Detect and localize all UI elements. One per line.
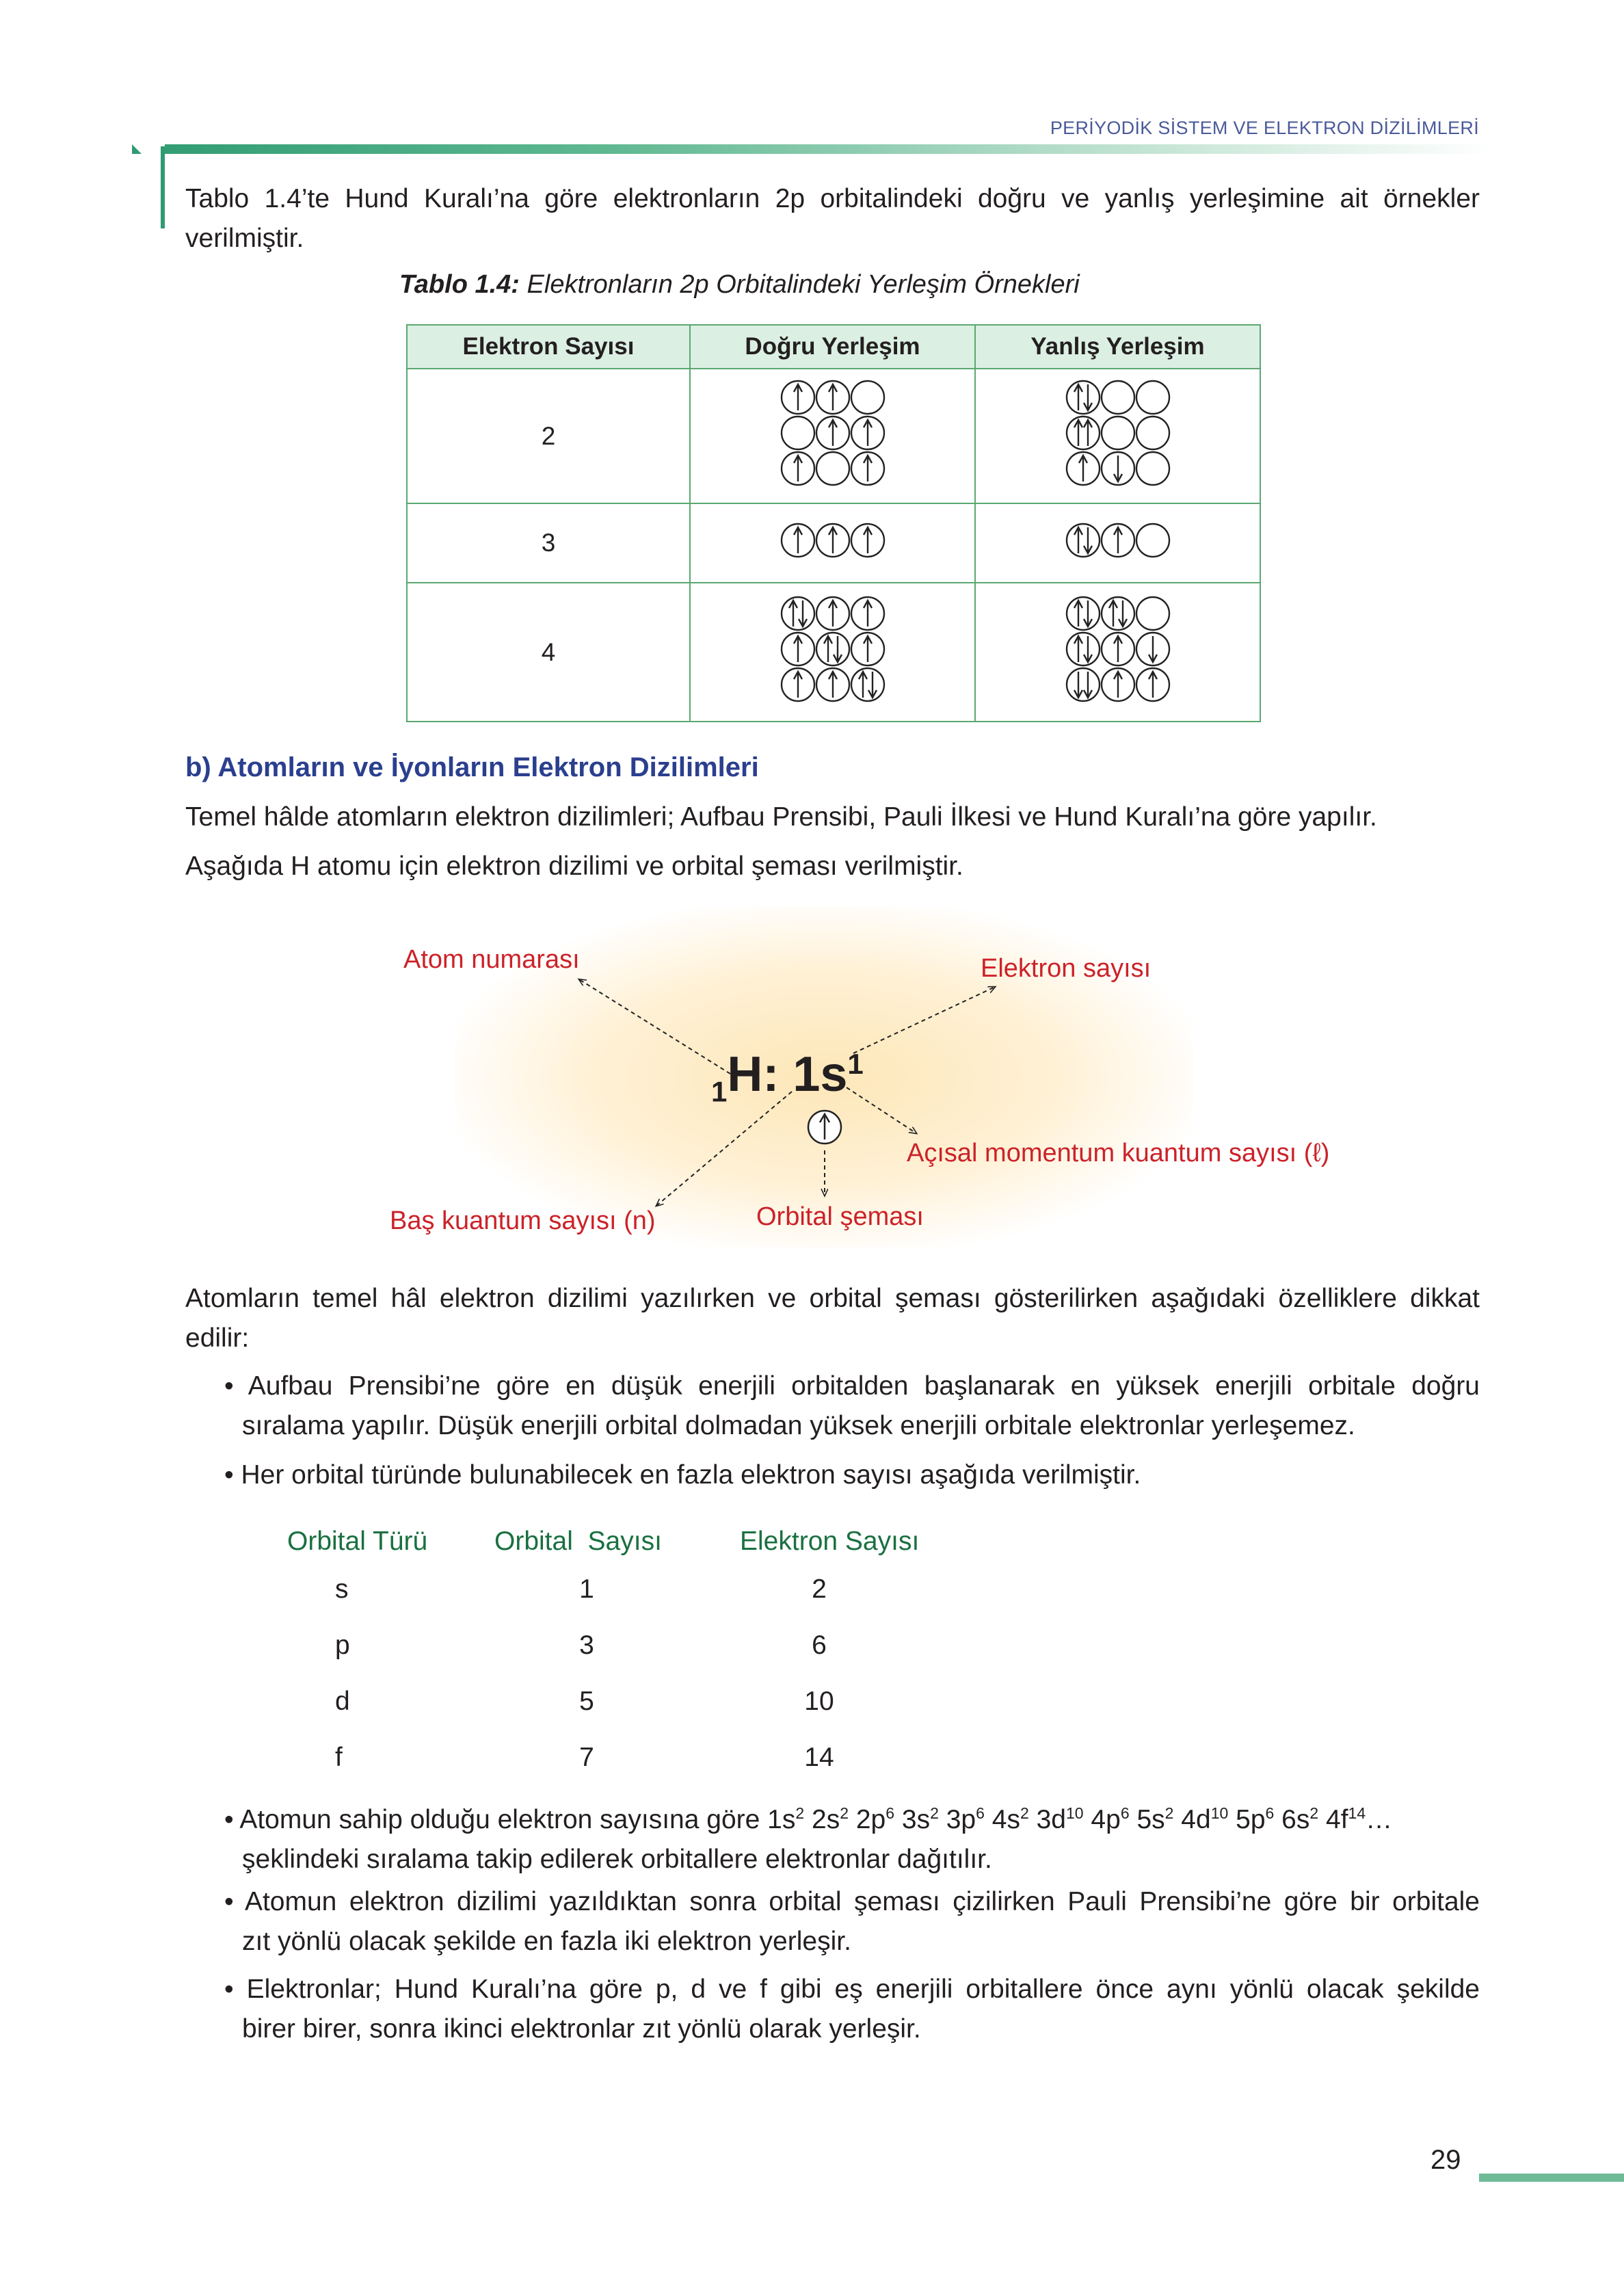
- orbital-type-cell: s: [335, 1574, 349, 1604]
- label-orbital-diagram: Orbital şeması: [756, 1202, 924, 1231]
- config-orbital: 3p: [946, 1805, 976, 1834]
- orbital-type-table: [287, 1527, 971, 1786]
- config-electrons: 2: [1164, 1804, 1174, 1822]
- arrow-electron-count: [853, 987, 995, 1053]
- section-b-paragraph-1: Temel hâlde atomların elektron dizilimleri; Aufbau Prensibi, Pauli İlkesi ve Hund Kuralı’na göre yapılır.: [185, 802, 1377, 832]
- intro-line-2: verilmiştir.: [185, 224, 304, 253]
- electron-capacity-cell: 6: [812, 1631, 827, 1660]
- config-ellipsis: …: [1366, 1805, 1393, 1834]
- electron-count-cell: 4: [407, 583, 690, 722]
- config-orbital: 4s: [991, 1805, 1020, 1834]
- arrow-principal: [656, 1092, 792, 1206]
- label-angular-momentum: Açısal momentum kuantum sayısı (ℓ): [907, 1139, 1330, 1167]
- orbital-table-header-type: Orbital Türü: [287, 1527, 428, 1556]
- label-principal-quantum: Baş kuantum sayısı (n): [390, 1206, 656, 1235]
- bullet-pauli: [224, 1882, 1480, 1962]
- label-electron-count: Elektron sayısı: [981, 954, 1152, 983]
- orbital-count-cell: 5: [579, 1687, 594, 1716]
- col-header-wrong: Yanlış Yerleşim: [975, 325, 1260, 369]
- orbital-type-cell: f: [335, 1743, 343, 1772]
- orbital-count-cell: 7: [579, 1743, 594, 1772]
- config-electrons: 6: [1120, 1804, 1130, 1822]
- arrow-atom-number: [579, 979, 730, 1074]
- bullet-aufbau-line-1: • Aufbau Prensibi’ne göre en düşük enerjili orbitalden başlanarak en yüksek enerjili orbitale doğru: [224, 1371, 1480, 1401]
- config-electrons: 2: [795, 1804, 805, 1822]
- formula-atomic-number: 1: [711, 1075, 728, 1108]
- config-electrons: 10: [1065, 1804, 1084, 1822]
- config-electrons: 2: [930, 1804, 939, 1822]
- bullet-aufbau: [224, 1367, 1480, 1446]
- section-b-title: b) Atomların ve İyonların Elektron Dizilimleri: [185, 752, 759, 782]
- bullet-filling-order-line-1: [224, 1793, 1480, 1840]
- config-orbital: 5s: [1136, 1805, 1165, 1834]
- running-header: PERİYODİK SİSTEM VE ELEKTRON DİZİLİMLERİ: [1050, 118, 1479, 138]
- bullet-hund-line-2: birer birer, sonra ikinci elektronlar zıt yönlü olarak yerleşir.: [242, 2014, 921, 2044]
- footer-rule: [1479, 2174, 1624, 2182]
- body-line-1: Atomların temel hâl elektron dizilimi yazılırken ve orbital şeması gösterilirken aşağıdaki özelliklere dikkat: [185, 1284, 1480, 1313]
- orbital-table-header-electrons: Elektron Sayısı: [740, 1527, 920, 1556]
- orbital-type-cell: p: [335, 1631, 350, 1660]
- page-number: 29: [1430, 2145, 1461, 2175]
- config-orbital: 4p: [1091, 1805, 1121, 1834]
- bullet-pauli-line-1: • Atomun elektron dizilimi yazıldıktan sonra orbital şeması çizilirken Pauli Prensibi’ne göre bir orbitale: [224, 1887, 1480, 1916]
- formula-main: H: 1s: [727, 1047, 848, 1102]
- orbital-table-header-count: Orbital Sayısı: [494, 1527, 662, 1556]
- config-orbital: 2s: [812, 1805, 840, 1834]
- col-header-electron-count: Elektron Sayısı: [407, 325, 690, 369]
- config-orbital: 1s: [767, 1805, 796, 1834]
- section-b-paragraph-2: Aşağıda H atomu için elektron dizilimi ve orbital şeması verilmiştir.: [185, 852, 963, 881]
- orbital-count-cell: 1: [579, 1574, 594, 1604]
- config-orbital: 4d: [1181, 1805, 1211, 1834]
- config-orbital: 3s: [901, 1805, 931, 1834]
- bullet-hund-line-1: • Elektronlar; Hund Kuralı’na göre p, d ve f gibi eş enerjili orbitallere önce aynı yönlü olacak şekilde: [224, 1975, 1480, 2004]
- config-electrons: 6: [976, 1804, 985, 1822]
- body-line-2: edilir:: [185, 1323, 250, 1353]
- config-orbital: 5p: [1236, 1805, 1266, 1834]
- orbital-type-cell: d: [335, 1687, 350, 1716]
- bullet-aufbau-line-2: sıralama yapılır. Düşük enerjili orbital dolmadan yüksek enerjili orbitale elektronlar yerleşemez.: [242, 1411, 1355, 1440]
- config-orbital: 2p: [855, 1805, 886, 1834]
- bullet-hund: [224, 1970, 1480, 2049]
- orbital-count-cell: 3: [579, 1631, 594, 1660]
- electron-count-cell: 3: [407, 503, 690, 583]
- table-caption-text: Elektronların 2p Orbitalindeki Yerleşim Örnekleri: [519, 270, 1080, 299]
- electron-count-cell: 2: [407, 369, 690, 503]
- config-electrons: 6: [886, 1804, 895, 1822]
- electron-capacity-cell: 14: [804, 1743, 834, 1772]
- body-paragraph: [185, 1279, 1480, 1358]
- config-electrons: 2: [1020, 1804, 1029, 1822]
- bullet-filling-order-line-2: şeklindeki sıralama takip edilerek orbitallere elektronlar dağıtılır.: [242, 1845, 992, 1874]
- config-electrons: 14: [1348, 1804, 1366, 1822]
- label-atom-number: Atom numarası: [403, 945, 580, 974]
- col-header-correct: Doğru Yerleşim: [690, 325, 975, 369]
- config-orbital: 4f: [1326, 1805, 1348, 1834]
- table-caption-label: Tablo 1.4:: [399, 270, 520, 299]
- config-orbital: 6s: [1281, 1805, 1310, 1834]
- config-electrons: 6: [1265, 1804, 1275, 1822]
- intro-line-1: Tablo 1.4’te Hund Kuralı’na göre elektronların 2p orbitalindeki doğru ve yanlış yerleşimine ait örnekler: [185, 184, 1480, 213]
- filling-order-prefix: • Atomun sahip olduğu elektron sayısına göre: [224, 1805, 768, 1834]
- config-electrons: 10: [1210, 1804, 1229, 1822]
- hydrogen-formula: [711, 1046, 864, 1108]
- bullet-pauli-line-2: zıt yönlü olacak şekilde en fazla iki elektron yerleşir.: [242, 1927, 851, 1956]
- diagram-orbital-circle: [808, 1111, 841, 1144]
- config-electrons: 2: [840, 1804, 849, 1822]
- bullet-filling-order: [224, 1793, 1480, 1879]
- electron-capacity-cell: 2: [812, 1574, 827, 1604]
- electron-capacity-cell: 10: [804, 1687, 834, 1716]
- formula-electron-count: 1: [847, 1048, 864, 1080]
- config-orbital: 3d: [1036, 1805, 1066, 1834]
- electron-configuration-sequence: [767, 1805, 1366, 1834]
- bullet-max-electrons: • Her orbital türünde bulunabilecek en fazla elektron sayısı aşağıda verilmiştir.: [224, 1460, 1141, 1490]
- config-electrons: 2: [1309, 1804, 1319, 1822]
